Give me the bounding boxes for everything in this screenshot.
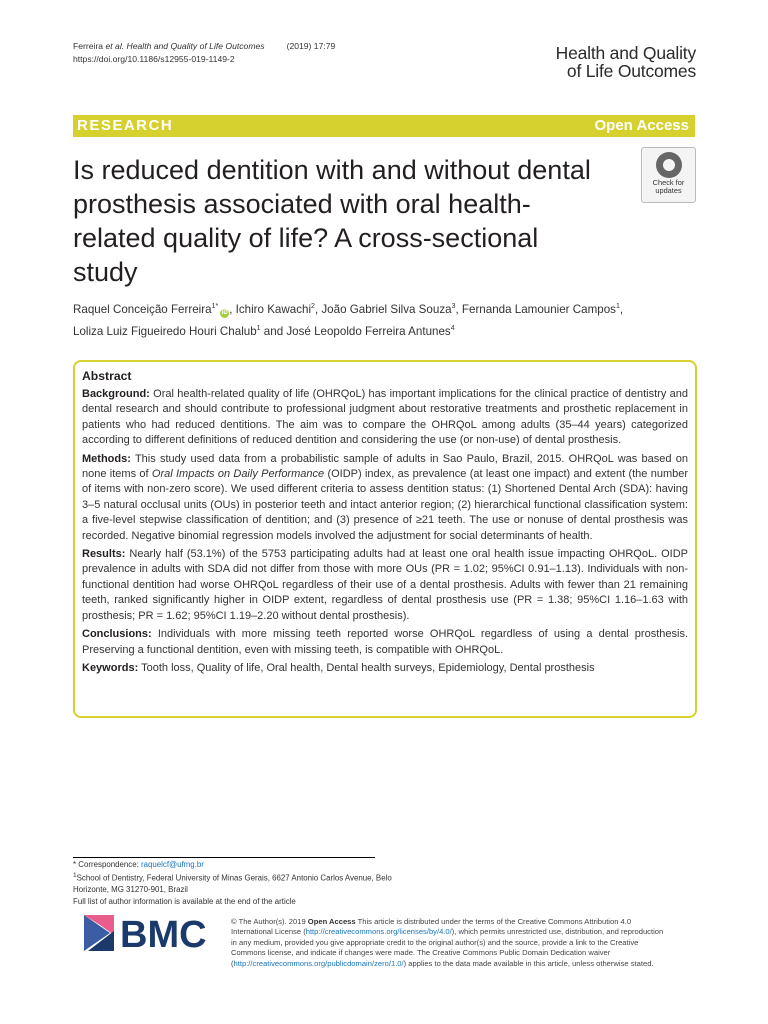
- abstract-methods: Methods: This study used data from a probabilistic sample of adults in Sao Paulo, Brazil, 2015. OHRQoL was based on none items of Oral Impacts on Daily Performance (OIDP) index, as prevalence (at least one impact) and extent (the number of items with non-zero score). We used different criteria to assess dentition status: (1) Shortened Dental Arch (SDA): having 3–5 natural occlusal units (OUs) in posterior teeth and intact anterior region; (2) hierarchical functional classification system: a five-level stepwise classification of dentition; and (3) presence of ≥21 teeth. The use or nonuse of dental prosthesis was recorded. Negative binomial regression models involved the adjustment for social determinants of health.: [82, 452, 689, 542]
- citation-year-volume: (2019) 17:79: [286, 41, 336, 51]
- open-access-label: Open Access: [594, 117, 689, 134]
- citation-etal: et al.: [105, 41, 125, 51]
- citation-line: Ferreira et al. Health and Quality of Life Outcomes (2019) 17:79: [73, 41, 336, 51]
- doi-link[interactable]: https://doi.org/10.1186/s12955-019-1149-2: [73, 54, 235, 64]
- affiliation-line: $^1$School of Dentistry, Federal University of Minas Gerais, 6627 Antonio Carlos Avenue, Belo Horizonte, MG 31270-901, Brazil: [73, 872, 392, 895]
- bmc-logo: [84, 913, 224, 953]
- journal-name: Health and Quality of Life Outcomes: [555, 43, 696, 81]
- author-line-1: Raquel Conceição Ferreira$^{1*}$iD , Ichiro Kawachi$^2$, João Gabriel Silva Souza$^3$, Fernanda Lamounier Campos$^1$,: [73, 302, 624, 316]
- abstract-heading: Abstract: [82, 369, 132, 383]
- article-title: Is reduced dentition with and without dental prosthesis associated with oral health-related quality of life? A cross-sectional study: [73, 155, 591, 287]
- article-type-banner: [73, 115, 695, 137]
- correspondence-email-link[interactable]: raquelcf@ufmg.br: [141, 860, 204, 869]
- author-line-2: Loliza Luiz Figueiredo Houri Chalub$^1$ and José Leopoldo Ferreira Antunes$^4$: [73, 324, 455, 338]
- article-type-label: RESEARCH: [77, 117, 174, 134]
- abstract-background: Background: Oral health-related quality of life (OHRQoL) has important implications for the clinical practice of dentistry and dental research and should contribute to professional judgment about restorative treatments and prosthetic replacement in patients who had reduced dentitions. The aim was to compare the OHRQoL among adults (35–44 years) categorized according to different definitions of reduced dentition and considering the use (or non-use) of dental prosthesis.: [82, 388, 688, 447]
- abstract-keywords: Keywords: Tooth loss, Quality of life, Oral health, Dental health surveys, Epidemiology, Dental prosthesis: [82, 661, 595, 674]
- citation-journal: Health and Quality of Life Outcomes: [126, 41, 265, 51]
- footnote-divider: [73, 857, 375, 858]
- author-info-note: Full list of author information is available at the end of the article: [73, 896, 296, 906]
- abstract-box: [73, 360, 697, 718]
- footnotes: [73, 859, 393, 907]
- correspondence-line: * Correspondence: raquelcf@ufmg.br: [73, 860, 204, 869]
- abstract-conclusions: Conclusions: Individuals with more missing teeth reported worse OHRQoL regardless of using a dental prosthesis. Preserving a functional dentition, even with missing teeth, is compatible with OHRQoL.: [82, 628, 688, 656]
- check-for-updates-badge[interactable]: Check for updates: [641, 147, 696, 203]
- cc-by-license-link[interactable]: http://creativecommons.org/licenses/by/4.0/: [305, 927, 452, 937]
- orcid-icon[interactable]: iD: [221, 309, 228, 316]
- author-list: [73, 297, 703, 341]
- license-statement: © The Author(s). 2019 Open Access This article is distributed under the terms of the Creative Commons Attribution 4.0 International License (http://creativecommons.org/licenses/by/4.0/), which permits unrestricted use, distribution, and reproduction in any medium, provided you give appropriate credit to the original author(s) and the source, provide a link to the Creative Commons license, and indicate if changes were made. The Creative Commons Public Domain Dedication waiver (http://creativecommons.org/publicdomain/zero/1.0/) applies to the data made available in this article, unless otherwise stated.: [231, 917, 664, 968]
- abstract-results: Results: Nearly half (53.1%) of the 5753 participating adults had at least one oral health issue impacting OHRQoL. OIDP prevalence in adults with SDA did not differ from those with more OUs (PR = 1.02; 95%CI 0.91–1.13). Individuals with non-functional dentition had worse OHRQoL regardless of their use of a dental prosthesis. Adults with fewer than 21 remaining teeth, ranked significantly higher in OIDP extent, regardless of dental prosthesis use (PR = 1.38; 95%CI 1.16–1.63 with prosthesis; PR = 1.62; 95%CI 1.19–2.20 without dental prosthesis).: [82, 548, 688, 622]
- running-header: [73, 40, 335, 66]
- cc-zero-waiver-link[interactable]: http://creativecommons.org/publicdomain/zero/1.0/: [233, 958, 404, 968]
- crossmark-icon: [656, 152, 682, 178]
- bmc-logo-text: BMC: [120, 914, 207, 953]
